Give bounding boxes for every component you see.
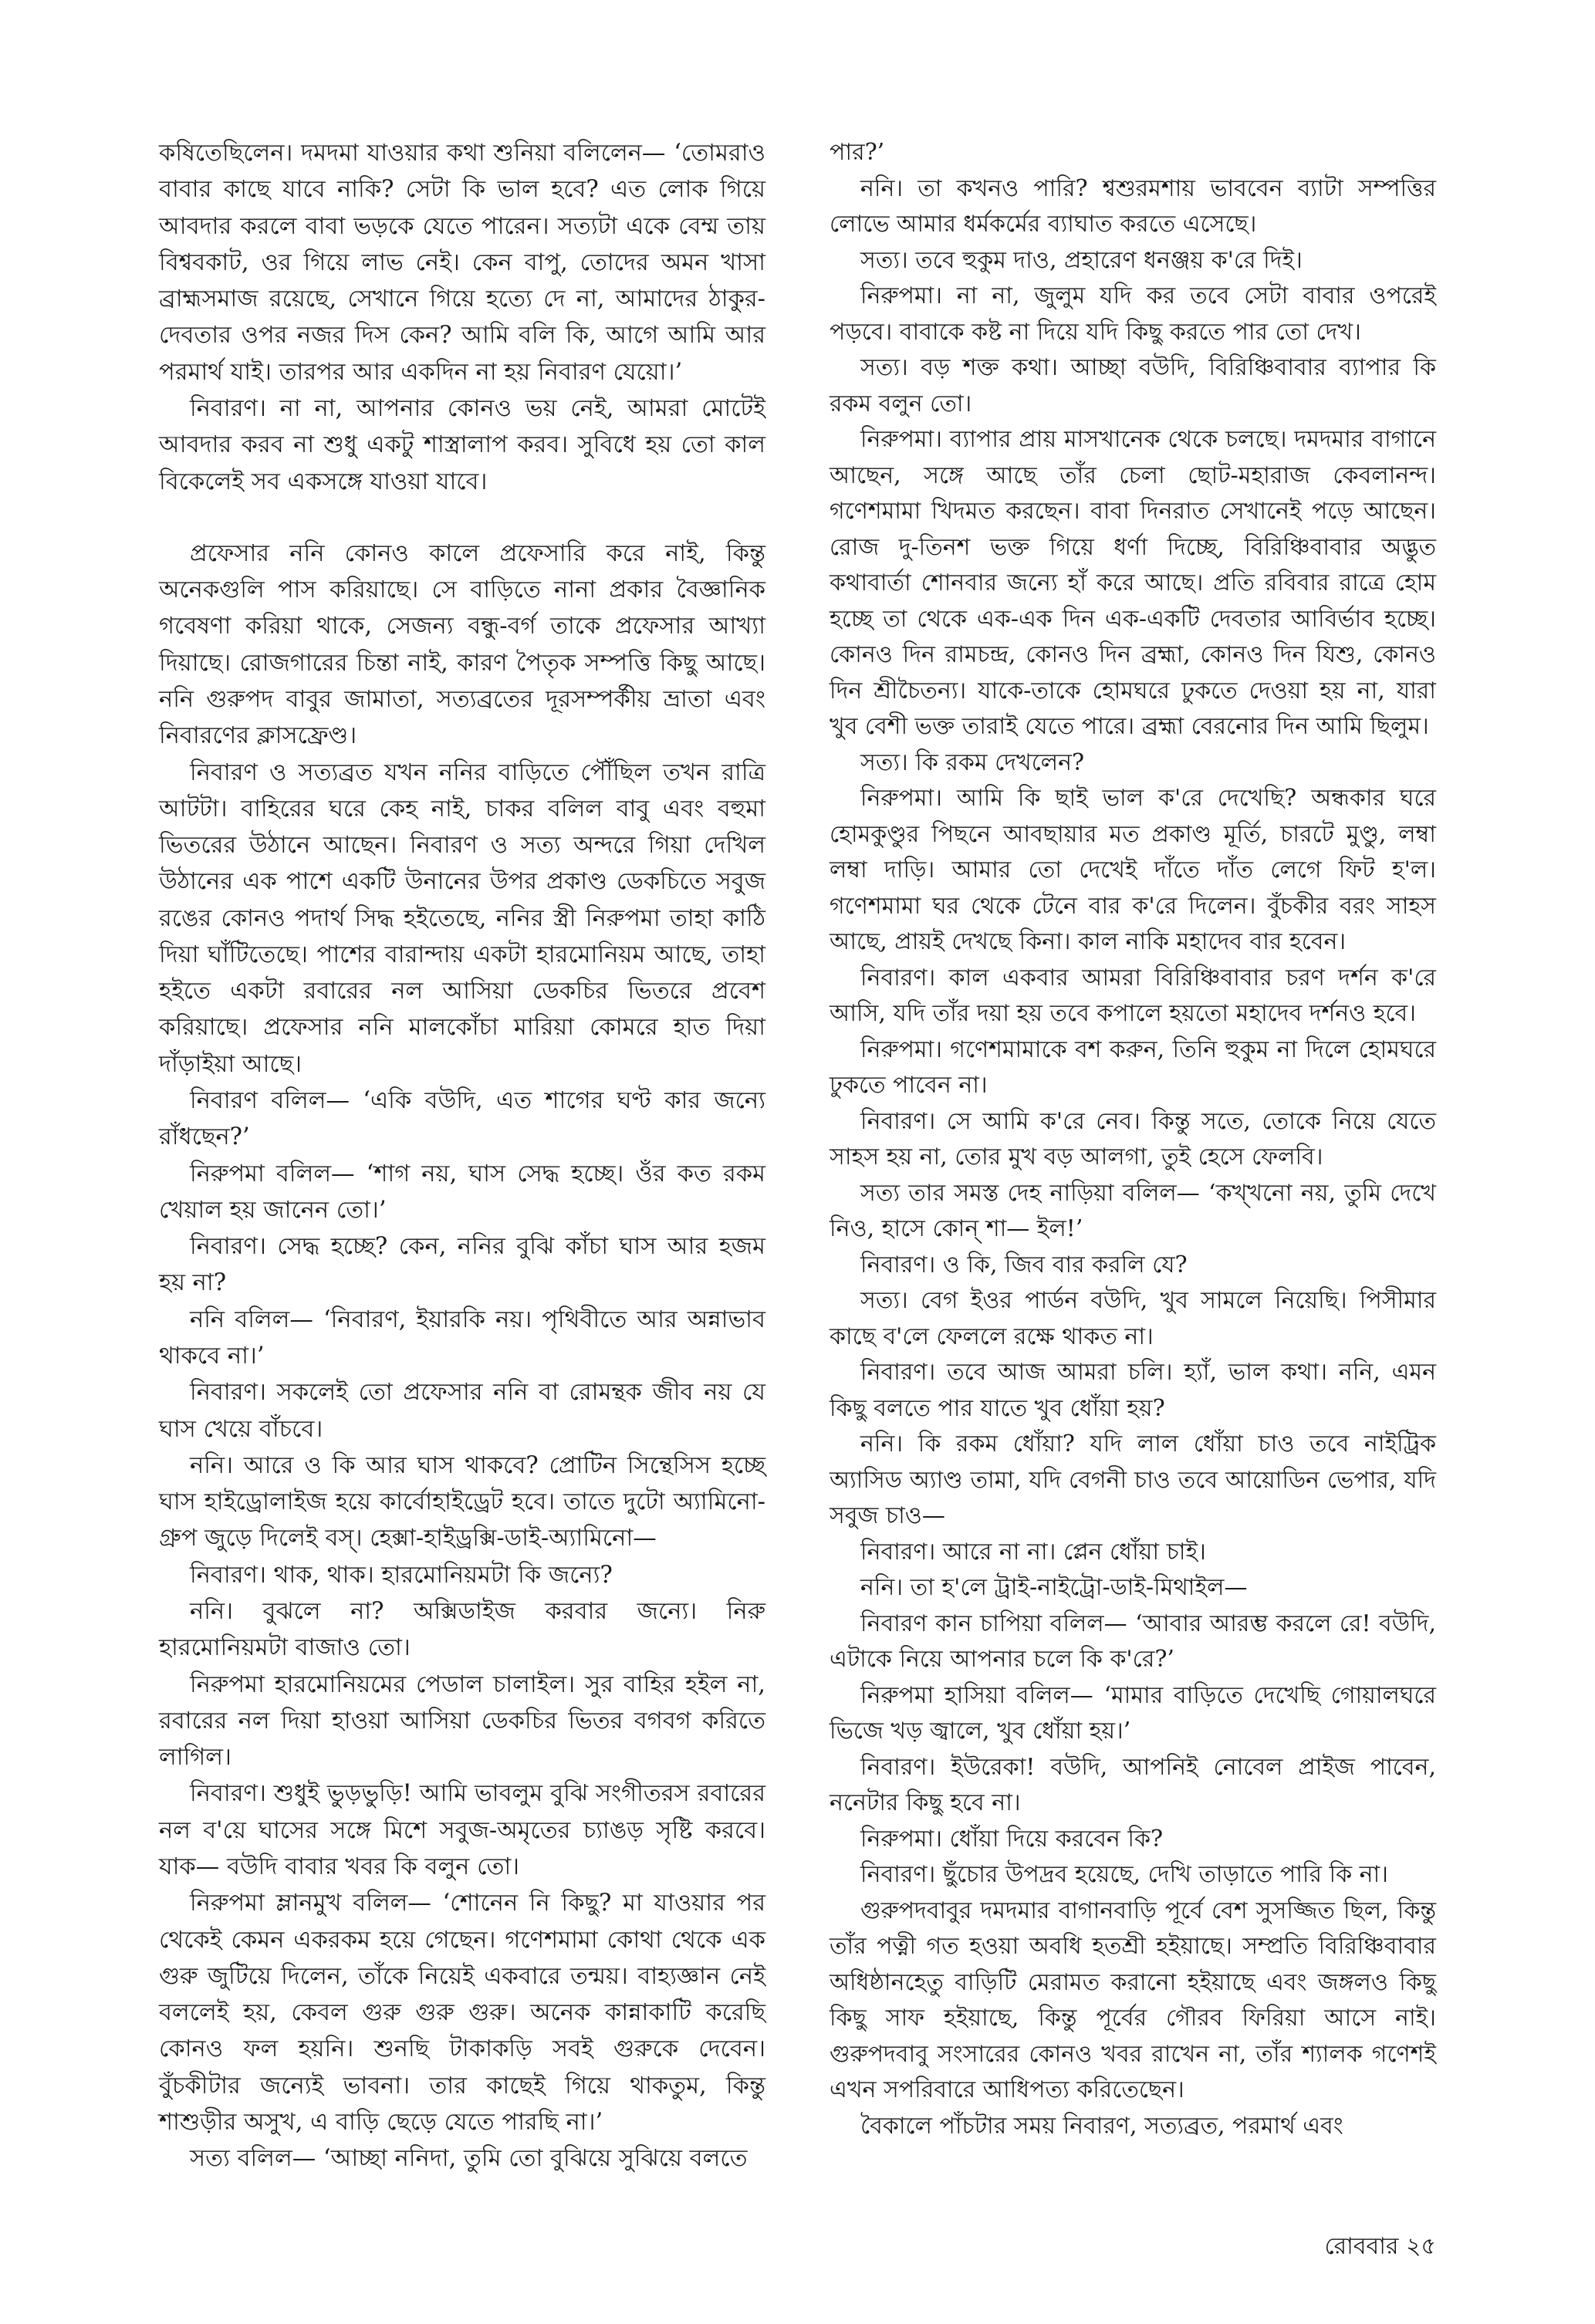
paragraph: নিরুপমা বলিল— ‘শাগ নয়, ঘাস সেদ্ধ হচ্ছে। ওঁর কত রকম খেয়াল হয় জানেন তো।’ <box>159 1160 765 1224</box>
paragraph: সত্য। তবে হুকুম দাও, প্রহারেণ ধনঞ্জয় ক'রে দিই। <box>860 246 1303 274</box>
paragraph: নিরুপমা ম্লানমুখ বলিল— ‘শোনেন নি কিছু? মা যাওয়ার পর থেকেই কেমন একরকম হয়ে গেছেন। গণেশমামা কোথা থেকে এক গুরু জুটিয়ে দিলেন, তাঁকে নিয়েই একবারে তন্ময়। বাহ্যজ্ঞান নেই বললেই হয়, কেবল গুরু গুরু গুরু। অনেক কান্নাকাটি করেছি কোনও ফল হয়নি। শুনছি টাকাকড়ি সবই গুরুকে দেবেন। বুঁচকীটার জন্যেই ভাবনা। তার কাছেই গিয়ে থাকতুম, কিন্তু শাশুড়ীর অসুখ, এ বাড়ি ছেড়ে যেতে পারছি না।’ <box>159 1890 765 2136</box>
paragraph: পার?’ <box>830 139 885 166</box>
paragraph: সত্য বলিল— ‘আচ্ছা ননিদা, তুমি তো বুঝিয়ে সুঝিয়ে বলতে <box>190 2145 748 2173</box>
paragraph: নিরুপমা। আমি কি ছাই ভাল ক'রে দেখেছি? অন্ধকার ঘরে হোমকুণ্ডুর পিছনে আবছায়ার মত প্রকাণ্ড মূর্তি, চারটে মুণ্ডু, লম্বা লম্বা দাড়ি। আমার তো দেখেই দাঁতে দাঁত লেগে ফিট হ'ল। গণেশমামা ঘর থেকে টেনে বার ক'রে দিলেন। বুঁচকীর বরং সাহস আছে, প্রায়ই দেখছে কিনা। কাল নাকি মহাদেব বার হবেন। <box>830 785 1436 955</box>
paragraph: নিরুপমা। ধোঁয়া দিয়ে করবেন কি? <box>860 1825 1164 1853</box>
page-number: ২৫ <box>1406 2233 1436 2260</box>
paragraph: নিবারণ বলিল— ‘একি বউদি, এত শাগের ঘণ্ট কার জন্যে রাঁধছেন?’ <box>159 1087 765 1151</box>
paragraph: ননি। বুঝলে না? অক্সিডাইজ করবার জন্যে। নিরু হারমোনিয়মটা বাজাও তো। <box>159 1597 765 1662</box>
paragraph: নিবারণ ও সত্যব্রত যখন ননির বাড়িতে পৌঁছিল তখন রাত্রি আটটা। বাহিরের ঘরে কেহ নাই, চাকর বলিল বাবু এবং বহুমা ভিতরের উঠানে আছেন। নিবারণ ও সত্য অন্দরে গিয়া দেখিল উঠানের এক পাশে একটি উনানের উপর প্রকাণ্ড ডেকচিতে সবুজ রঙের কোনও পদার্থ সিদ্ধ হইতেছে, ননির স্ত্রী নিরুপমা তাহা কাঠি দিয়া ঘাঁটিতেছে। পাশের বারান্দায় একটা হারমোনিয়ম আছে, তাহা হইতে একটা রবারের নল আসিয়া ডেকচির ভিতরে প্রবেশ করিয়াছে। প্রফেসার ননি মালকোঁচা মারিয়া কোমরে হাত দিয়া দাঁড়াইয়া আছে। <box>159 758 765 1078</box>
paragraph: নিরুপমা। ব্যাপার প্রায় মাসখানেক থেকে চলছে। দমদমার বাগানে আছেন, সঙ্গে আছে তাঁর চেলা ছোট-মহারাজ কেবলানন্দ। গণেশমামা খিদমত করছেন। বাবা দিনরাত সেখানেই পড়ে আছেন। রোজ দু-তিনশ ভক্ত গিয়ে ধর্ণা দিচ্ছে, বিরিঞ্চিবাবার অদ্ভুত কথাবার্তা শোনবার জন্যে হাঁ করে আছে। প্রতি রবিবার রাত্রে হোম হচ্ছে তা থেকে এক-এক দিন এক-একটি দেবতার আবির্ভাব হচ্ছে। কোনও দিন রামচন্দ্র, কোনও দিন ব্রহ্মা, কোনও দিন যিশু, কোনও দিন শ্রীচৈতন্য। যাকে-তাকে হোমঘরে ঢুকতে দেওয়া হয় না, যারা খুব বেশী ভক্ত তারাই যেতে পারে। ব্রহ্মা বেরনোর দিন আমি ছিলুম। <box>830 426 1436 740</box>
paragraph: নিবারণ। থাক, থাক। হারমোনিয়মটা কি জন্যে? <box>190 1561 613 1589</box>
paragraph: ননি। আরে ও কি আর ঘাস থাকবে? প্রোটিন সিন্থেসিস হচ্ছে ঘাস হাইড্রোলাইজ হয়ে কার্বোহাইড্রেট হবে। তাতে দুটো অ্যামিনো-গ্রুপ জুড়ে দিলেই বস্। হেক্সা-হাইড্রক্সি-ডাই-অ্যামিনো— <box>159 1451 765 1552</box>
paragraph: নিবারণ। তবে আজ আমরা চলি। হ্যাঁ, ভাল কথা। ননি, এমন কিছু বলতে পার যাতে খুব ধোঁয়া হয়? <box>830 1359 1436 1422</box>
paragraph: নিবারণ। কাল একবার আমরা বিরিঞ্চিবাবার চরণ দর্শন ক'রে আসি, যদি তাঁর দয়া হয় তবে কপালে হয়তো মহাদেব দর্শনও হবে। <box>830 964 1436 1027</box>
paragraph: ননি। তা হ'লে ট্রাই-নাইট্রো-ডাই-মিথাইল— <box>860 1574 1248 1601</box>
paragraph: সত্য। কি রকম দেখলেন? <box>860 748 1085 776</box>
paragraph: সত্য। বড় শক্ত কথা। আচ্ছা বউদি, বিরিঞ্চিবাবার ব্যাপার কি রকম বলুন তো। <box>830 354 1436 417</box>
paragraph: ননি। কি রকম ধোঁয়া? যদি লাল ধোঁয়া চাও তবে নাইট্রিক অ্যাসিড অ্যাণ্ড তামা, যদি বেগনী চাও তবে আয়োডিন ভেপার, যদি সবুজ চাও— <box>830 1431 1436 1529</box>
paragraph: নিরুপমা। গণেশমামাকে বশ করুন, তিনি হুকুম না দিলে হোমঘরে ঢুকতে পাবেন না। <box>830 1035 1436 1099</box>
section-break <box>159 500 765 535</box>
paragraph: ননি। তা কখনও পারি? শ্বশুরমশায় ভাববেন ব্যাটা সম্পত্তির লোভে আমার ধর্মকর্মের ব্যাঘাত করতে এসেছে। <box>830 174 1436 238</box>
paragraph: সত্য। বেগ ইওর পার্ডন বউদি, খুব সামলে নিয়েছি। পিসীমার কাছে ব'লে ফেললে রক্ষে থাকত না। <box>830 1287 1436 1350</box>
running-title: রোববার <box>1324 2233 1399 2260</box>
paragraph: প্রফেসার ননি কোনও কালে প্রফেসারি করে নাই, কিন্তু অনেকগুলি পাস করিয়াছে। সে বাড়িতে নানা প্রকার বৈজ্ঞানিক গবেষণা করিয়া থাকে, সেজন্য বন্ধু-বর্গ তাকে প্রফেসার আখ্যা দিয়াছে। রোজগারের চিন্তা নাই, কারণ পৈতৃক সম্পত্তি কিছু আছে। ননি গুরুপদ বাবুর জামাতা, সত্যব্রতের দূরসম্পর্কীয় ভ্রাতা এবং নিবারণের ক্লাসফ্রেণ্ড। <box>159 539 765 750</box>
paragraph: নিরুপমা হারমোনিয়মের পেডাল চালাইল। সুর বাহির হইল না, রবারের নল দিয়া হাওয়া আসিয়া ডেকচির ভিতর বগবগ করিতে লাগিল। <box>159 1670 765 1772</box>
paragraph: নিবারণ। আরে না না। প্লেন ধোঁয়া চাই। <box>860 1538 1206 1566</box>
right-text-column <box>830 135 1436 2144</box>
paragraph: নিবারণ। সেদ্ধ হচ্ছে? কেন, ননির বুঝি কাঁচা ঘাস আর হজম হয় না? <box>159 1233 765 1297</box>
paragraph: নিরুপমা। না না, জুলুম যদি কর তবে সেটা বাবার ওপরেই পড়বে। বাবাকে কষ্ট না দিয়ে যদি কিছু করতে পার তো দেখ। <box>830 282 1436 346</box>
paragraph: নিবারণ। শুধুই ভুড়ভুড়ি! আমি ভাবলুম বুঝি সংগীতরস রবারের নল ব'য়ে ঘাসের সঙ্গে মিশে সবুজ-অমৃতের চ্যাঙড় সৃষ্টি করবে। যাক— বউদি বাবার খবর কি বলুন তো। <box>159 1780 765 1880</box>
paragraph: বৈকালে পাঁচটার সময় নিবারণ, সত্যব্রত, পরমার্থ এবং <box>860 2112 1343 2140</box>
paragraph: নিবারণ। ইউরেকা! বউদি, আপনিই নোবেল প্রাইজ পাবেন, ননেটার কিছু হবে না। <box>830 1753 1436 1816</box>
paragraph: ননি বলিল— ‘নিবারণ, ইয়ারকি নয়। পৃথিবীতে আর অন্নাভাব থাকবে না।’ <box>159 1306 765 1370</box>
paragraph: নিবারণ। ছুঁচোর উপদ্রব হয়েছে, দেখি তাড়াতে পারি কি না। <box>860 1861 1388 1888</box>
page-footer <box>1324 2231 1436 2262</box>
paragraph: নিবারণ। না না, আপনার কোনও ভয় নেই, আমরা মোটেই আবদার করব না শুধু একটু শাস্ত্রালাপ করব। সুবিধে হয় তো কাল বিকেলেই সব একসঙ্গে যাওয়া যাবে। <box>159 394 765 495</box>
paragraph: নিবারণ। সে আমি ক'রে নেব। কিন্তু সতে, তোকে নিয়ে যেতে সাহস হয় না, তোর মুখ বড় আলগা, তুই হেসে ফেলবি। <box>830 1107 1436 1170</box>
paragraph: নিবারণ। সকলেই তো প্রফেসার ননি বা রোমন্থক জীব নয় যে ঘাস খেয়ে বাঁচবে। <box>159 1379 765 1443</box>
paragraph: নিবারণ কান চাপিয়া বলিল— ‘আবার আরম্ভ করলে রে! বউদি, এটাকে নিয়ে আপনার চলে কি ক'রে?’ <box>830 1610 1436 1673</box>
paragraph: সত্য তার সমস্ত দেহ নাড়িয়া বলিল— ‘কখ্খনো নয়, তুমি দেখে নিও, হাসে কোন্ শা— ইল!’ <box>830 1179 1436 1242</box>
paragraph: কষিতেছিলেন। দমদমা যাওয়ার কথা শুনিয়া বলিলেন— ‘তোমরাও বাবার কাছে যাবে নাকি? সেটা কি ভাল হবে? এত লোক গিয়ে আবদার করলে বাবা ভড়কে যেতে পারেন। সত্যটা একে বেম্ম তায় বিশ্ববকাট, ওর গিয়ে লাভ নেই। কেন বাপু, তোদের অমন খাসা ব্রাহ্মসমাজ রয়েছে, সেখানে গিয়ে হত্যে দে না, আমাদের ঠাকুর-দেবতার ওপর নজর দিস কেন? আমি বলি কি, আগে আমি আর পরমার্থ যাই। তারপর আর একদিন না হয় নিবারণ যেয়ো।’ <box>159 140 765 386</box>
paragraph: নিরুপমা হাসিয়া বলিল— ‘মামার বাড়িতে দেখেছি গোয়ালঘরে ভিজে খড় জ্বালে, খুব ধোঁয়া হয়।’ <box>830 1681 1436 1745</box>
left-text-column <box>159 135 765 2177</box>
paragraph: গুরুপদবাবুর দমদমার বাগানবাড়ি পূর্বে বেশ সুসজ্জিত ছিল, কিন্তু তাঁর পত্নী গত হওয়া অবধি হতশ্রী হইয়াছে। সম্প্রতি বিরিঞ্চিবাবার অধিষ্ঠানহেতু বাড়িটি মেরামত করানো হইয়াছে এবং জঙ্গলও কিছু কিছু সাফ হইয়াছে, কিন্তু পূর্বের গৌরব ফিরিয়া আসে নাই। গুরুপদবাবু সংসারের কোনও খবর রাখেন না, তাঁর শ্যালক গণেশই এখন সপরিবারে আধিপত্য করিতেছেন। <box>830 1897 1436 2103</box>
paragraph: নিবারণ। ও কি, জিব বার করলি যে? <box>860 1251 1188 1279</box>
